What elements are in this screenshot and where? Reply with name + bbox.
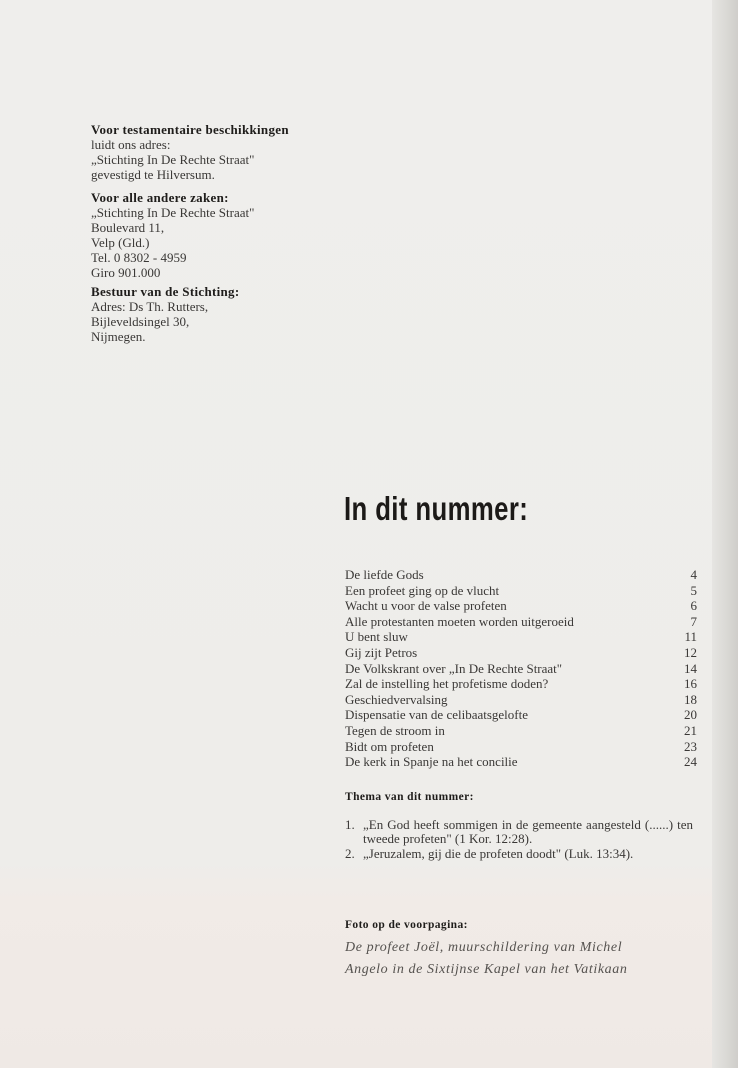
cover-photo-heading: Foto op de voorpagina: <box>345 919 468 931</box>
toc-entry-title: Tegen de stroom in <box>345 722 445 738</box>
toc-entry-page: 12 <box>684 644 697 660</box>
text-line: Bijleveldsingel 30, <box>91 314 190 329</box>
toc-entry <box>345 754 697 770</box>
theme-item-number: 1. <box>345 817 355 832</box>
toc-entry <box>345 676 697 692</box>
text-line: Giro 901.000 <box>91 265 161 280</box>
toc-entry-page: 11 <box>684 629 697 645</box>
cover-photo-caption <box>345 937 695 981</box>
theme-item <box>345 847 693 861</box>
text-line: Velp (Gld.) <box>91 235 150 250</box>
toc-entry-title: Geschiedvervalsing <box>345 691 448 707</box>
toc-entry-title: U bent sluw <box>345 629 408 645</box>
toc-entry-page: 16 <box>684 676 697 692</box>
toc-entry-page: 21 <box>684 722 697 738</box>
toc-entry <box>345 645 697 661</box>
toc-entry <box>345 629 697 645</box>
toc-entry-page: 23 <box>684 738 697 754</box>
toc-entry-title: Dispensatie van de celibaatsgelofte <box>345 707 529 723</box>
text-line: „Stichting In De Rechte Straat" <box>91 152 255 167</box>
toc-entry-page: 5 <box>690 582 697 598</box>
text-line: Adres: Ds Th. Rutters, <box>91 299 209 314</box>
toc-entry-page: 14 <box>684 660 697 676</box>
caption-line: Angelo in de Sixtijnse Kapel van het Vatikaan <box>345 962 628 977</box>
toc-entry-page: 4 <box>690 567 697 582</box>
text-line: Nijmegen. <box>91 329 146 344</box>
testament-address-block <box>91 122 289 182</box>
board-block <box>91 284 239 344</box>
toc-entry <box>345 598 697 614</box>
toc-entry-title: Gij zijt Petros <box>345 644 418 660</box>
text-line: Tel. 0 8302 - 4959 <box>91 250 187 265</box>
toc-entry-title: Bidt om profeten <box>345 738 434 754</box>
toc-entry-title: De Volkskrant over „In De Rechte Straat" <box>345 660 563 676</box>
other-matters-block <box>91 190 254 280</box>
page-edge-shadow <box>712 0 738 1068</box>
theme-list <box>345 818 693 863</box>
toc-entry <box>345 723 697 739</box>
toc-entry-page: 18 <box>684 691 697 707</box>
toc-entry <box>345 707 697 723</box>
other-heading: Voor alle andere zaken: <box>91 190 229 205</box>
toc-entry <box>345 567 697 583</box>
toc-entry-title: Een profeet ging op de vlucht <box>345 582 500 598</box>
theme-item-number: 2. <box>345 846 355 861</box>
toc-entry-page: 6 <box>690 598 697 614</box>
toc-entry-title: De liefde Gods <box>345 567 424 582</box>
toc-entry <box>345 614 697 630</box>
theme-item <box>345 818 693 845</box>
toc-entry <box>345 692 697 708</box>
theme-heading: Thema van dit nummer: <box>345 791 474 803</box>
text-line: „Stichting In De Rechte Straat" <box>91 205 255 220</box>
toc-entry-title: De kerk in Spanje na het concilie <box>345 754 518 770</box>
text-line: gevestigd te Hilversum. <box>91 167 215 182</box>
toc-entry-title: Wacht u voor de valse profeten <box>345 598 507 614</box>
toc-entry-title: Alle protestanten moeten worden uitgeroeid <box>345 613 574 629</box>
toc-entry-title: Zal de instelling het profetisme doden? <box>345 676 549 692</box>
board-heading: Bestuur van de Stichting: <box>91 284 240 299</box>
toc-entry <box>345 739 697 755</box>
contents-title: In dit nummer: <box>344 490 529 527</box>
text-line: luidt ons adres: <box>91 137 171 152</box>
theme-item-text: „En God heeft sommigen in de gemeente aangesteld (......) ten tweede profeten" (1 Kor. 12:28). <box>363 817 693 846</box>
text-line: Boulevard 11, <box>91 220 165 235</box>
theme-item-text: „Jeruzalem, gij die de profeten doodt" (Luk. 13:34). <box>363 846 634 861</box>
toc-entry-page: 24 <box>684 754 697 770</box>
testament-heading: Voor testamentaire beschikkingen <box>91 122 289 137</box>
caption-line: De profeet Joël, muurschildering van Michel <box>345 940 623 955</box>
toc-entry <box>345 661 697 677</box>
toc-entry-page: 20 <box>684 707 697 723</box>
toc-entry <box>345 583 697 599</box>
table-of-contents <box>345 567 697 770</box>
toc-entry-page: 7 <box>690 613 697 629</box>
